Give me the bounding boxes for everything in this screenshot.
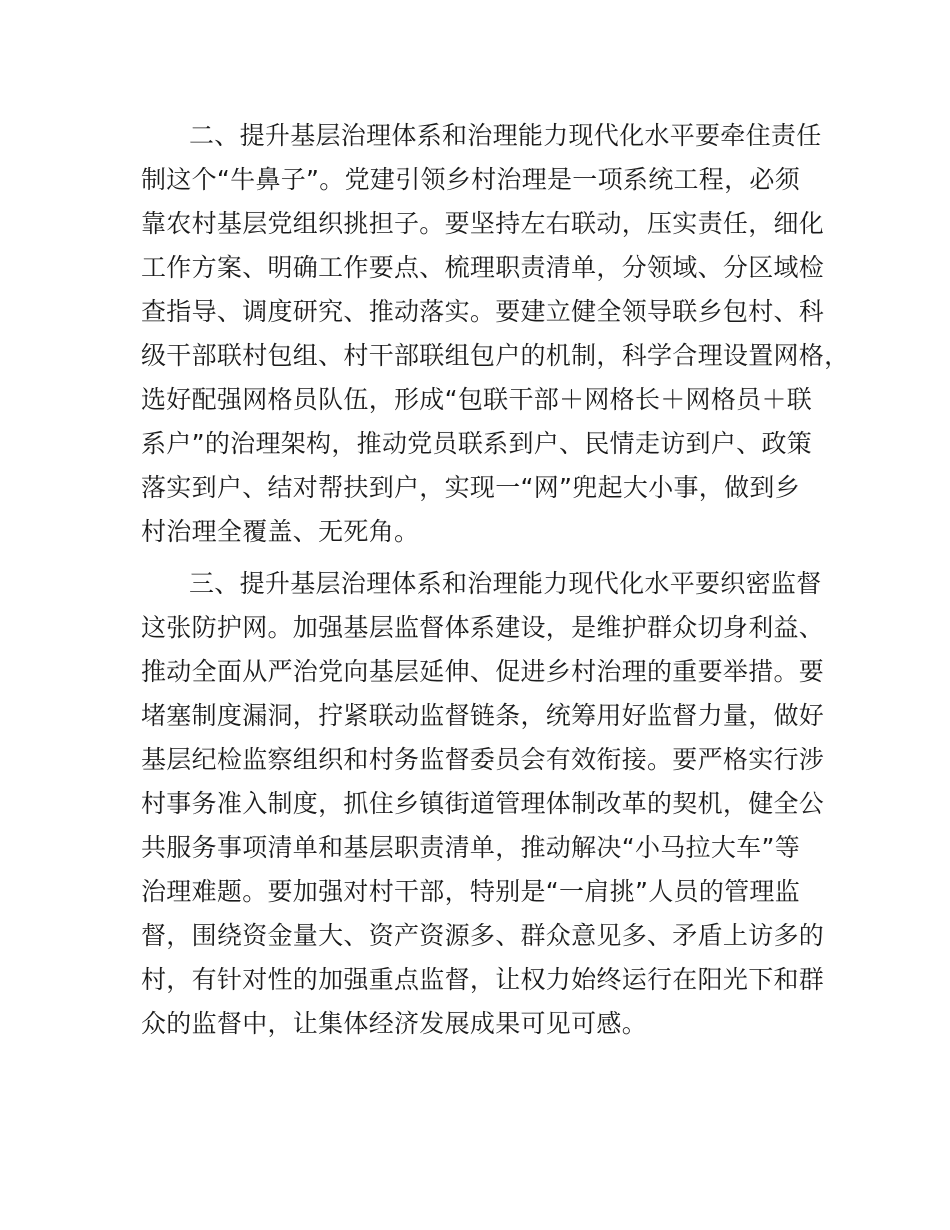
paragraph-line: 级干部联村包组、村干部联组包户的机制，科学合理设置网格，: [141, 341, 850, 370]
paragraph-line: 三、提升基层治理体系和治理能力现代化水平要织密监督: [189, 569, 822, 598]
paragraph-line: 推动全面从严治党向基层延伸、促进乡村治理的重要举措。要: [141, 657, 825, 686]
paragraph-line: 共服务事项清单和基层职责清单，推动解决“小马拉大车”等: [141, 833, 801, 862]
paragraph-line: 这张防护网。加强基层监督体系建设，是维护群众切身利益、: [141, 613, 825, 642]
paragraph-line: 治理难题。要加强对村干部，特别是“一肩挑”人员的管理监: [141, 877, 801, 906]
paragraph-line: 村事务准入制度，抓住乡镇街道管理体制改革的契机，健全公: [141, 789, 825, 818]
paragraph-line: 基层纪检监察组织和村务监督委员会有效衔接。要严格实行涉: [141, 745, 825, 774]
paragraph-line: 堵塞制度漏洞，拧紧联动监督链条，统筹用好监督力量，做好: [141, 701, 825, 730]
paragraph-line: 靠农村基层党组织挑担子。要坚持左右联动，压实责任，细化: [141, 209, 825, 238]
paragraph-line: 村治理全覆盖、无死角。: [141, 517, 420, 546]
paragraph-line: 制这个“牛鼻子”。党建引领乡村治理是一项系统工程，必须: [141, 165, 801, 194]
paragraph-line: 二、提升基层治理体系和治理能力现代化水平要牵住责任: [189, 121, 822, 150]
paragraph-line: 众的监督中，让集体经济发展成果可见可感。: [141, 1009, 648, 1038]
paragraph-line: 查指导、调度研究、推动落实。要建立健全领导联乡包村、科: [141, 297, 825, 326]
paragraph-line: 工作方案、明确工作要点、梳理职责清单，分领域、分区域检: [141, 253, 825, 282]
paragraph-line: 督，围绕资金量大、资产资源多、群众意见多、矛盾上访多的: [141, 921, 825, 950]
paragraph-line: 落实到户、结对帮扶到户，实现一“网”兜起大小事，做到乡: [141, 473, 801, 502]
paragraph-line: 村，有针对性的加强重点监督，让权力始终运行在阳光下和群: [141, 965, 825, 994]
paragraph-line: 系户”的治理架构，推动党员联系到户、民情走访到户、政策: [141, 429, 813, 458]
paragraph-line: 选好配强网格员队伍，形成“包联干部＋网格长＋网格员＋联: [141, 385, 813, 414]
